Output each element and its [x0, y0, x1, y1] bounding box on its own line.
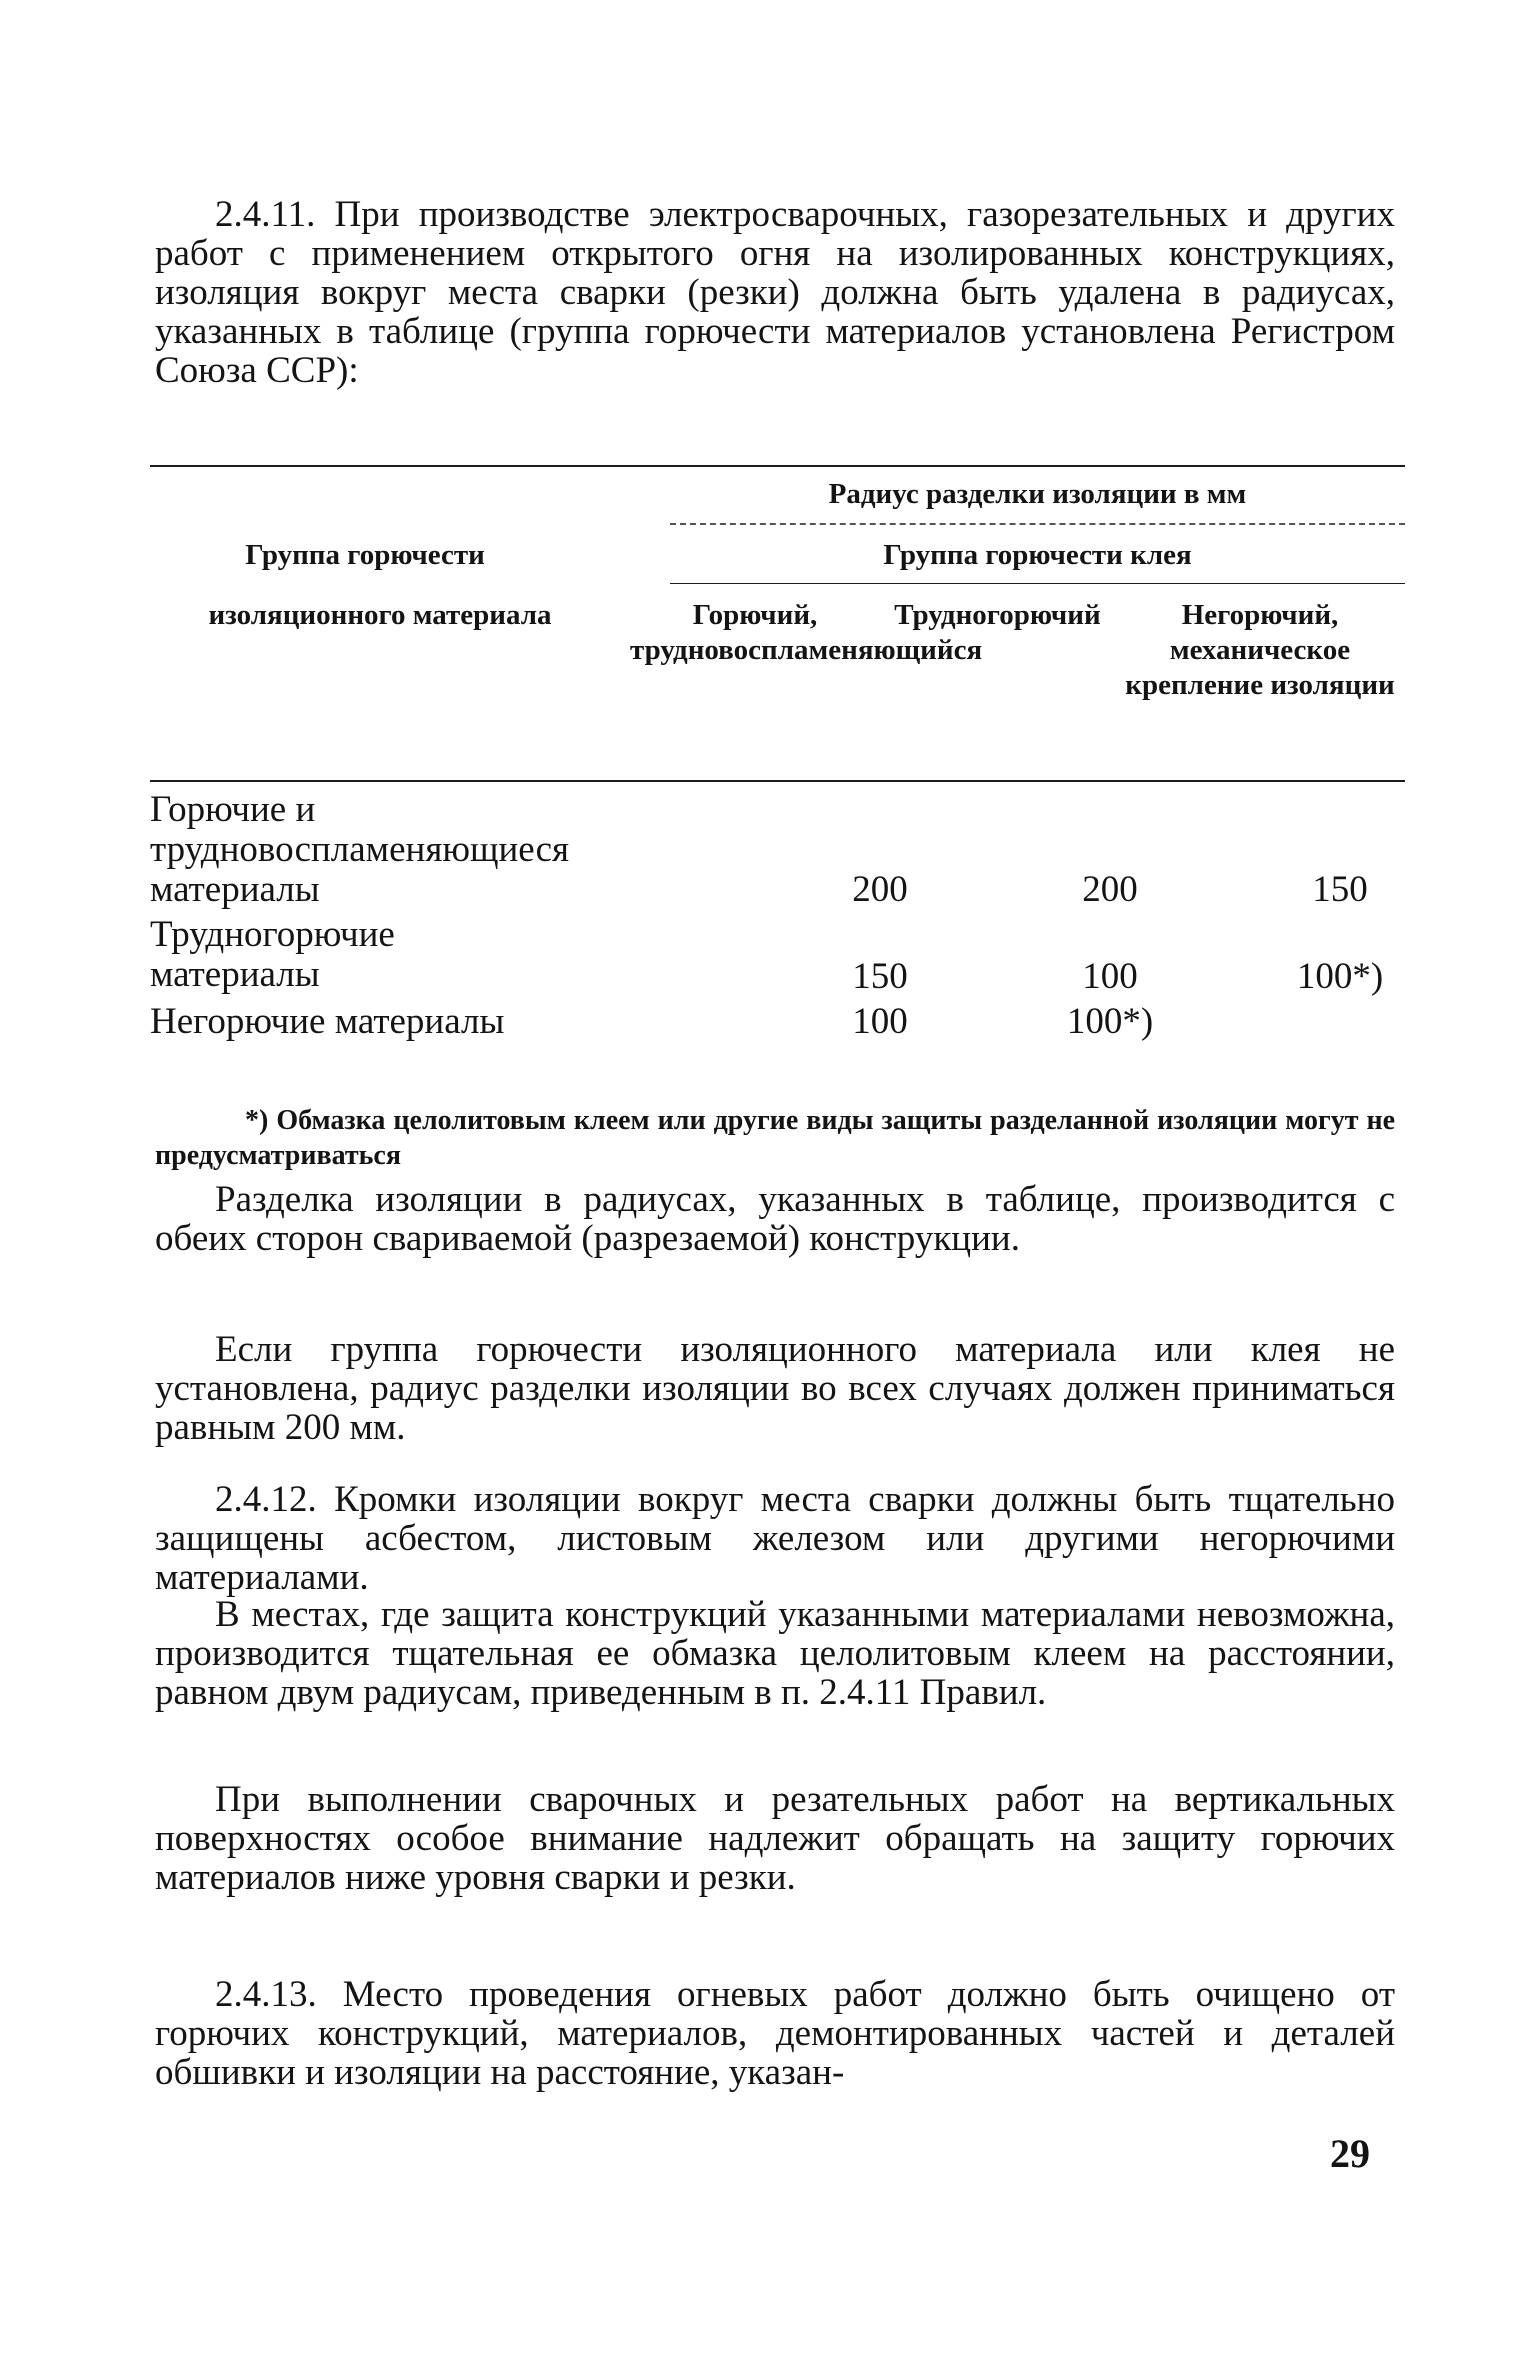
sub-column-hard-combustible: Трудногорючий — [894, 599, 1101, 631]
header-adhesive-group: Группа горючести клея — [883, 539, 1192, 571]
paragraph: 2.4.12. Кромки изоляции вокруг места сварки должны быть тщательно защищены асбестом, листовым железом или другими негорючими материалами. — [155, 1479, 1395, 1598]
header-insulation-group-line1: Группа горючести — [245, 539, 485, 571]
paragraph: 2.4.13. Место проведения огневых работ должно быть очищено от горючих конструкций, материалов, демонтированных частей и деталей обшивки и изоляции на расстояние, указан- — [155, 1974, 1395, 2093]
page-number: 29 — [1330, 2131, 1370, 2176]
table-cell: 100 — [852, 1001, 908, 1042]
table-cell: 200 — [1082, 869, 1138, 910]
header-insulation-group-line2: изоляционного материала — [208, 599, 552, 631]
table-row-label: Негорючие материалы — [150, 1001, 505, 1042]
table-footnote: *) Обмазка целолитовым клеем или другие виды защиты разделанной изоляции могут не предусматриваться — [155, 1105, 1395, 1171]
table-cell: 150 — [1312, 869, 1368, 910]
table-cell: 100*) — [1066, 1001, 1154, 1042]
sub-column-noncombustible: Негорючий, механическое крепление изоляции — [1125, 599, 1395, 701]
table-row-label: Трудногорючие материалы — [150, 914, 395, 995]
intro-paragraph: 2.4.11. При производстве электросварочных, газорезательных и других работ с применением открытого огня на изолированных конструкциях, изоляция вокруг места сварки (резки) должна быть удалена в радиусах, указанных в таблице (группа горючести материалов установлена Регистром Союза ССР): — [155, 194, 1395, 391]
header-dashed-rule — [670, 523, 1405, 525]
table-cell: 150 — [852, 956, 908, 997]
sub-column-combustible: Горючий, трудновоспламеняющийся — [630, 599, 983, 666]
table-top-rule — [150, 465, 1405, 467]
header-sub-rule — [670, 583, 1405, 584]
paragraph: Разделка изоляции в радиусах, указанных в таблице, производится с обеих сторон свариваемой (разрезаемой) конструкции. — [155, 1179, 1395, 1259]
table-cell: 100 — [1082, 956, 1138, 997]
paragraph: Если группа горючести изоляционного материала или клея не установлена, радиус разделки изоляции во всех случаях должен приниматься равным 200 мм. — [155, 1329, 1395, 1448]
table-cell: 200 — [852, 869, 908, 910]
paragraph: В местах, где защита конструкций указанными материалами невозможна, производится тщательная ее обмазка целолитовым клеем на расстоянии, равном двум радиусам, приведенным в п. 2.4.11 Правил. — [155, 1594, 1395, 1713]
table-header-bottom-rule — [150, 780, 1405, 782]
paragraph: При выполнении сварочных и резательных работ на вертикальных поверхностях особое внимание надлежит обращать на защиту горючих материалов ниже уровня сварки и резки. — [155, 1779, 1395, 1898]
header-radius: Радиус разделки изоляции в мм — [828, 478, 1247, 510]
table-cell: 100*) — [1296, 956, 1384, 997]
table-row-label: Горючие и трудновоспламеняющиеся материалы — [150, 789, 570, 910]
